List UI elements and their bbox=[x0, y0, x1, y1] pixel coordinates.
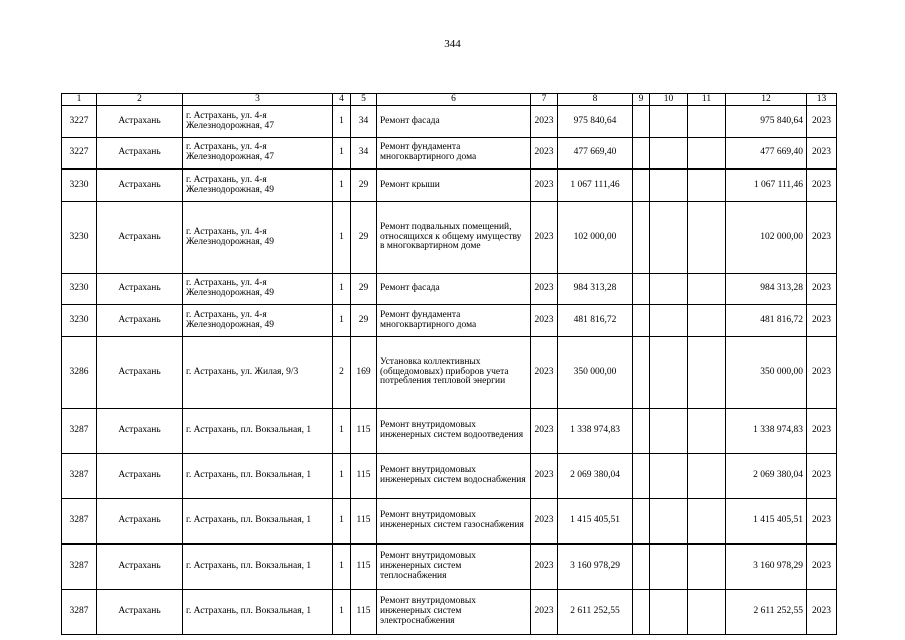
address-cell: г. Астрахань, ул. 4-я Железнодорожная, 49 bbox=[183, 169, 333, 202]
column-number: 1 bbox=[62, 94, 97, 106]
register-table bbox=[61, 93, 837, 635]
work-type-cell: Ремонт внутридомовых инженерных систем электроснабжения bbox=[377, 590, 531, 635]
row-id: 3230 bbox=[62, 169, 97, 202]
address-cell: г. Астрахань, ул. 4-я Железнодорожная, 47 bbox=[183, 106, 333, 138]
column-9-cell bbox=[633, 106, 650, 138]
completion-year-cell: 2023 bbox=[807, 305, 837, 337]
address-cell: г. Астрахань, ул. Жилая, 9/3 bbox=[183, 337, 333, 409]
completion-year-cell: 2023 bbox=[807, 544, 837, 590]
work-type-cell: Ремонт внутридомовых инженерных систем теплоснабжения bbox=[377, 544, 531, 590]
city-cell: Астрахань bbox=[97, 274, 183, 305]
column-11-cell bbox=[688, 337, 726, 409]
address-cell: г. Астрахань, пл. Вокзальная, 1 bbox=[183, 454, 333, 499]
column-5-cell: 115 bbox=[351, 590, 377, 635]
column-10-cell bbox=[650, 202, 688, 274]
column-number: 4 bbox=[333, 94, 351, 106]
completion-year-cell: 2023 bbox=[807, 202, 837, 274]
column-11-cell bbox=[688, 544, 726, 590]
column-5-cell: 115 bbox=[351, 409, 377, 454]
work-type-cell: Ремонт фасада bbox=[377, 274, 531, 305]
column-9-cell bbox=[633, 454, 650, 499]
table-row bbox=[62, 202, 837, 274]
cost-cell: 975 840,64 bbox=[558, 106, 633, 138]
city-cell: Астрахань bbox=[97, 138, 183, 170]
work-type-cell: Установка коллективных (общедомовых) приборов учета потребления тепловой энергии bbox=[377, 337, 531, 409]
column-9-cell bbox=[633, 499, 650, 545]
city-cell: Астрахань bbox=[97, 499, 183, 545]
column-10-cell bbox=[650, 409, 688, 454]
column-9-cell bbox=[633, 337, 650, 409]
completion-year-cell: 2023 bbox=[807, 138, 837, 170]
column-9-cell bbox=[633, 409, 650, 454]
cost-cell: 102 000,00 bbox=[558, 202, 633, 274]
table-row bbox=[62, 454, 837, 499]
total-cost-cell: 102 000,00 bbox=[726, 202, 807, 274]
city-cell: Астрахань bbox=[97, 169, 183, 202]
address-cell: г. Астрахань, пл. Вокзальная, 1 bbox=[183, 544, 333, 590]
table-row bbox=[62, 337, 837, 409]
cost-cell: 1 415 405,51 bbox=[558, 499, 633, 545]
column-4-cell: 1 bbox=[333, 590, 351, 635]
column-4-cell: 1 bbox=[333, 202, 351, 274]
row-id: 3287 bbox=[62, 544, 97, 590]
column-10-cell bbox=[650, 337, 688, 409]
column-5-cell: 29 bbox=[351, 169, 377, 202]
column-11-cell bbox=[688, 590, 726, 635]
column-4-cell: 1 bbox=[333, 106, 351, 138]
cost-cell: 2 611 252,55 bbox=[558, 590, 633, 635]
column-9-cell bbox=[633, 138, 650, 170]
column-number: 6 bbox=[377, 94, 531, 106]
column-5-cell: 34 bbox=[351, 138, 377, 170]
year-cell: 2023 bbox=[531, 202, 558, 274]
table-row bbox=[62, 590, 837, 635]
cost-cell: 3 160 978,29 bbox=[558, 544, 633, 590]
table-row bbox=[62, 499, 837, 545]
column-10-cell bbox=[650, 454, 688, 499]
completion-year-cell: 2023 bbox=[807, 409, 837, 454]
cost-cell: 984 313,28 bbox=[558, 274, 633, 305]
column-11-cell bbox=[688, 106, 726, 138]
year-cell: 2023 bbox=[531, 544, 558, 590]
column-10-cell bbox=[650, 169, 688, 202]
total-cost-cell: 975 840,64 bbox=[726, 106, 807, 138]
column-4-cell: 1 bbox=[333, 169, 351, 202]
address-cell: г. Астрахань, ул. 4-я Железнодорожная, 49 bbox=[183, 274, 333, 305]
city-cell: Астрахань bbox=[97, 202, 183, 274]
cost-cell: 350 000,00 bbox=[558, 337, 633, 409]
completion-year-cell: 2023 bbox=[807, 169, 837, 202]
table-row bbox=[62, 138, 837, 170]
cost-cell: 481 816,72 bbox=[558, 305, 633, 337]
address-cell: г. Астрахань, ул. 4-я Железнодорожная, 49 bbox=[183, 305, 333, 337]
column-4-cell: 1 bbox=[333, 138, 351, 170]
column-5-cell: 29 bbox=[351, 305, 377, 337]
row-id: 3287 bbox=[62, 409, 97, 454]
column-4-cell: 1 bbox=[333, 454, 351, 499]
column-5-cell: 115 bbox=[351, 544, 377, 590]
year-cell: 2023 bbox=[531, 274, 558, 305]
column-5-cell: 29 bbox=[351, 202, 377, 274]
column-number: 7 bbox=[531, 94, 558, 106]
address-cell: г. Астрахань, ул. 4-я Железнодорожная, 49 bbox=[183, 202, 333, 274]
column-5-cell: 115 bbox=[351, 499, 377, 545]
city-cell: Астрахань bbox=[97, 409, 183, 454]
year-cell: 2023 bbox=[531, 409, 558, 454]
total-cost-cell: 481 816,72 bbox=[726, 305, 807, 337]
completion-year-cell: 2023 bbox=[807, 499, 837, 545]
cost-cell: 2 069 380,04 bbox=[558, 454, 633, 499]
column-4-cell: 1 bbox=[333, 274, 351, 305]
column-4-cell: 1 bbox=[333, 409, 351, 454]
table-row bbox=[62, 274, 837, 305]
row-id: 3287 bbox=[62, 454, 97, 499]
year-cell: 2023 bbox=[531, 106, 558, 138]
work-type-cell: Ремонт внутридомовых инженерных систем водоотведения bbox=[377, 409, 531, 454]
page-number: 344 bbox=[444, 38, 461, 50]
city-cell: Астрахань bbox=[97, 590, 183, 635]
year-cell: 2023 bbox=[531, 138, 558, 170]
work-type-cell: Ремонт внутридомовых инженерных систем водоснабжения bbox=[377, 454, 531, 499]
column-4-cell: 2 bbox=[333, 337, 351, 409]
work-type-cell: Ремонт фасада bbox=[377, 106, 531, 138]
column-10-cell bbox=[650, 305, 688, 337]
city-cell: Астрахань bbox=[97, 337, 183, 409]
column-number: 2 bbox=[97, 94, 183, 106]
column-10-cell bbox=[650, 138, 688, 170]
city-cell: Астрахань bbox=[97, 305, 183, 337]
total-cost-cell: 2 611 252,55 bbox=[726, 590, 807, 635]
column-9-cell bbox=[633, 274, 650, 305]
address-cell: г. Астрахань, пл. Вокзальная, 1 bbox=[183, 409, 333, 454]
column-11-cell bbox=[688, 305, 726, 337]
city-cell: Астрахань bbox=[97, 106, 183, 138]
row-id: 3287 bbox=[62, 590, 97, 635]
completion-year-cell: 2023 bbox=[807, 274, 837, 305]
cost-cell: 1 067 111,46 bbox=[558, 169, 633, 202]
column-11-cell bbox=[688, 499, 726, 545]
total-cost-cell: 1 415 405,51 bbox=[726, 499, 807, 545]
total-cost-cell: 477 669,40 bbox=[726, 138, 807, 170]
column-number: 5 bbox=[351, 94, 377, 106]
address-cell: г. Астрахань, ул. 4-я Железнодорожная, 47 bbox=[183, 138, 333, 170]
column-11-cell bbox=[688, 138, 726, 170]
column-number: 13 bbox=[807, 94, 837, 106]
column-5-cell: 34 bbox=[351, 106, 377, 138]
column-10-cell bbox=[650, 544, 688, 590]
column-number-row bbox=[62, 94, 837, 106]
row-id: 3287 bbox=[62, 499, 97, 545]
work-type-cell: Ремонт подвальных помещений, относящихся к общему имуществу в многоквартирном доме bbox=[377, 202, 531, 274]
row-id: 3230 bbox=[62, 202, 97, 274]
city-cell: Астрахань bbox=[97, 454, 183, 499]
table-row bbox=[62, 544, 837, 590]
row-id: 3227 bbox=[62, 106, 97, 138]
column-number: 8 bbox=[558, 94, 633, 106]
completion-year-cell: 2023 bbox=[807, 590, 837, 635]
column-4-cell: 1 bbox=[333, 544, 351, 590]
column-10-cell bbox=[650, 274, 688, 305]
column-9-cell bbox=[633, 544, 650, 590]
year-cell: 2023 bbox=[531, 454, 558, 499]
total-cost-cell: 2 069 380,04 bbox=[726, 454, 807, 499]
column-5-cell: 29 bbox=[351, 274, 377, 305]
year-cell: 2023 bbox=[531, 499, 558, 545]
table-row bbox=[62, 106, 837, 138]
column-5-cell: 169 bbox=[351, 337, 377, 409]
work-type-cell: Ремонт фундамента многоквартирного дома bbox=[377, 305, 531, 337]
work-type-cell: Ремонт внутридомовых инженерных систем газоснабжения bbox=[377, 499, 531, 545]
column-9-cell bbox=[633, 305, 650, 337]
completion-year-cell: 2023 bbox=[807, 337, 837, 409]
row-id: 3227 bbox=[62, 138, 97, 170]
total-cost-cell: 3 160 978,29 bbox=[726, 544, 807, 590]
column-5-cell: 115 bbox=[351, 454, 377, 499]
column-number: 10 bbox=[650, 94, 688, 106]
address-cell: г. Астрахань, пл. Вокзальная, 1 bbox=[183, 499, 333, 545]
year-cell: 2023 bbox=[531, 169, 558, 202]
work-type-cell: Ремонт фундамента многоквартирного дома bbox=[377, 138, 531, 170]
total-cost-cell: 984 313,28 bbox=[726, 274, 807, 305]
column-4-cell: 1 bbox=[333, 499, 351, 545]
column-9-cell bbox=[633, 202, 650, 274]
column-11-cell bbox=[688, 169, 726, 202]
total-cost-cell: 1 067 111,46 bbox=[726, 169, 807, 202]
row-id: 3286 bbox=[62, 337, 97, 409]
work-type-cell: Ремонт крыши bbox=[377, 169, 531, 202]
year-cell: 2023 bbox=[531, 590, 558, 635]
column-11-cell bbox=[688, 409, 726, 454]
table-row bbox=[62, 409, 837, 454]
address-cell: г. Астрахань, пл. Вокзальная, 1 bbox=[183, 590, 333, 635]
cost-cell: 1 338 974,83 bbox=[558, 409, 633, 454]
column-4-cell: 1 bbox=[333, 305, 351, 337]
column-11-cell bbox=[688, 202, 726, 274]
year-cell: 2023 bbox=[531, 337, 558, 409]
column-number: 12 bbox=[726, 94, 807, 106]
column-10-cell bbox=[650, 499, 688, 545]
column-10-cell bbox=[650, 590, 688, 635]
table-row bbox=[62, 305, 837, 337]
city-cell: Астрахань bbox=[97, 544, 183, 590]
column-9-cell bbox=[633, 590, 650, 635]
column-number: 3 bbox=[183, 94, 333, 106]
column-number: 11 bbox=[688, 94, 726, 106]
column-11-cell bbox=[688, 274, 726, 305]
total-cost-cell: 350 000,00 bbox=[726, 337, 807, 409]
cost-cell: 477 669,40 bbox=[558, 138, 633, 170]
completion-year-cell: 2023 bbox=[807, 106, 837, 138]
column-number: 9 bbox=[633, 94, 650, 106]
total-cost-cell: 1 338 974,83 bbox=[726, 409, 807, 454]
column-10-cell bbox=[650, 106, 688, 138]
table-row bbox=[62, 169, 837, 202]
year-cell: 2023 bbox=[531, 305, 558, 337]
column-9-cell bbox=[633, 169, 650, 202]
column-11-cell bbox=[688, 454, 726, 499]
row-id: 3230 bbox=[62, 305, 97, 337]
completion-year-cell: 2023 bbox=[807, 454, 837, 499]
row-id: 3230 bbox=[62, 274, 97, 305]
